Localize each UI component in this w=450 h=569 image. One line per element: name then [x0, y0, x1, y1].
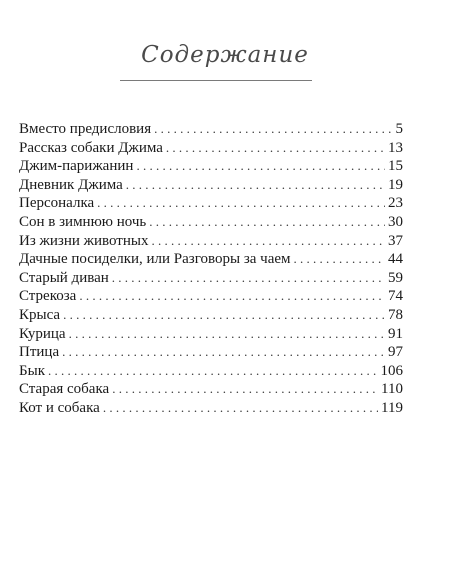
toc-entry-title: Старый диван	[19, 269, 109, 286]
toc-entry-page: 78	[388, 306, 403, 323]
toc-entry	[19, 306, 403, 325]
toc-dot-leader	[103, 399, 378, 418]
toc-dot-leader	[154, 120, 392, 139]
toc-dot-leader	[112, 269, 385, 288]
toc-entry-page: 15	[388, 158, 403, 175]
toc-entry-page: 23	[388, 195, 403, 212]
toc-dot-leader	[48, 362, 378, 381]
toc-entry-page: 5	[395, 121, 403, 137]
toc-dot-leader	[136, 157, 385, 176]
toc-dot-leader	[294, 250, 385, 269]
toc-entry-title: Стрекоза	[19, 288, 77, 305]
toc-entry-page: 110	[381, 381, 403, 398]
toc-entry	[19, 157, 403, 176]
toc-entry-page: 91	[388, 325, 403, 342]
toc-entry-title: Кот и собака	[19, 399, 100, 416]
toc-entry	[19, 343, 403, 362]
toc-entry-title: Сон в зимнюю ночь	[19, 213, 147, 230]
table-of-contents	[19, 120, 403, 418]
toc-entry-page: 97	[388, 344, 403, 361]
toc-entry-title: Дачные посиделки, или Разговоры за чаем	[19, 251, 291, 268]
toc-entry-title: Крыса	[19, 306, 61, 323]
toc-entry	[19, 250, 403, 269]
toc-entry	[19, 362, 403, 381]
toc-entry-page: 106	[380, 362, 403, 379]
toc-entry-title: Птица	[19, 344, 60, 361]
toc-dot-leader	[97, 194, 385, 213]
toc-entry	[19, 399, 403, 418]
toc-dot-leader	[166, 139, 385, 158]
toc-entry-page: 59	[388, 269, 403, 286]
toc-dot-leader	[69, 325, 385, 344]
toc-entry-page: 119	[381, 399, 403, 416]
toc-dot-leader	[126, 176, 385, 195]
toc-entry-title: Дневник Джима	[19, 176, 123, 193]
toc-dot-leader	[149, 213, 385, 232]
toc-dot-leader	[79, 287, 385, 306]
toc-entry-title: Вместо предисловия	[19, 121, 152, 137]
toc-entry	[19, 176, 403, 195]
page-title: Содержание	[141, 42, 309, 68]
toc-entry-page: 30	[388, 213, 403, 230]
toc-entry-title: Курица	[19, 325, 66, 342]
toc-entry	[19, 325, 403, 344]
toc-dot-leader	[151, 232, 385, 251]
toc-entry	[19, 139, 403, 158]
toc-entry	[19, 380, 403, 399]
toc-dot-leader	[62, 343, 385, 362]
toc-entry	[19, 232, 403, 251]
toc-entry	[19, 287, 403, 306]
toc-dot-leader	[112, 380, 378, 399]
toc-entry-page: 74	[388, 288, 403, 305]
toc-entry	[19, 269, 403, 288]
title-underline	[120, 80, 312, 81]
toc-entry-page: 37	[388, 232, 403, 249]
toc-entry-title: Из жизни животных	[19, 232, 149, 249]
toc-entry	[19, 213, 403, 232]
toc-entry-title: Старая собака	[19, 381, 110, 398]
toc-entry-page: 13	[388, 139, 403, 156]
toc-entry-title: Бык	[19, 362, 45, 379]
toc-entry	[19, 194, 403, 213]
toc-entry-page: 19	[388, 176, 403, 193]
toc-entry-title: Рассказ собаки Джима	[19, 139, 163, 156]
toc-entry	[19, 120, 403, 139]
toc-entry-page: 44	[388, 251, 403, 268]
toc-entry-title: Джим-парижанин	[19, 158, 134, 175]
toc-dot-leader	[63, 306, 385, 325]
toc-entry-title: Персоналка	[19, 195, 95, 212]
